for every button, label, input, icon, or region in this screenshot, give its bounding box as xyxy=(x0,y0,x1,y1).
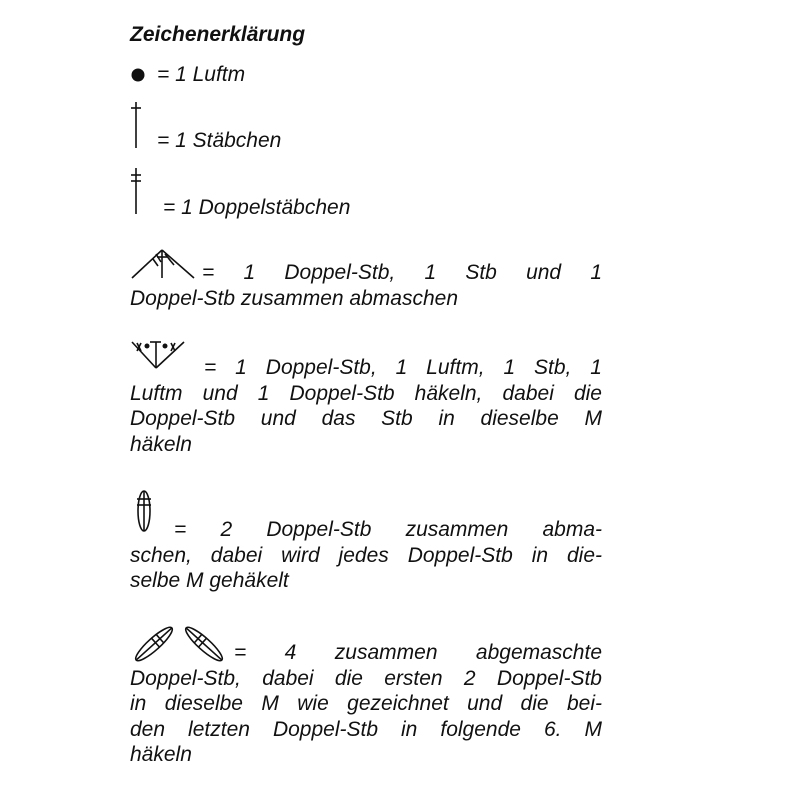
legend-item-6-text xyxy=(130,517,602,594)
text-line: den letzten Doppel-Stb in folgende 6. M xyxy=(130,717,602,741)
dot-icon xyxy=(130,66,148,84)
legend-title: Zeichenerklärung xyxy=(130,23,306,46)
text-line: häkeln xyxy=(130,743,192,766)
legend-item-1-text: = 1 Luftm xyxy=(157,63,246,86)
text-line: schen, dabei wird jedes Doppel-Stb in die- xyxy=(130,543,602,567)
legend-item-5-text xyxy=(130,355,602,457)
text-line: = 1 Doppel-Stb, 1 Luftm, 1 Stb, 1 xyxy=(204,356,602,379)
double-dagger-icon xyxy=(126,166,146,216)
text-line: = 4 zusammen abgemaschte xyxy=(234,641,602,664)
text-line: Doppel-Stb, dabei die ersten 2 Doppel-Stb xyxy=(130,666,602,690)
legend-item-3-text: = 1 Doppelstäbchen xyxy=(163,196,351,219)
text-line: Doppel-Stb und das Stb in dieselbe M xyxy=(130,407,602,430)
legend-item-7-text xyxy=(130,640,602,768)
legend-item-4-text xyxy=(130,260,602,311)
text-line: häkeln xyxy=(130,432,192,456)
text-line: selbe M gehäkelt xyxy=(130,569,289,592)
text-line: in dieselbe M wie gezeichnet und die bei- xyxy=(130,692,602,715)
text-line: = 1 Doppel-Stb, 1 Stb und 1 xyxy=(202,261,602,284)
text-line: Luftm und 1 Doppel-Stb häkeln, dabei die xyxy=(130,381,602,405)
single-dagger-icon xyxy=(126,100,146,150)
text-line: = 2 Doppel-Stb zusammen abma- xyxy=(174,518,602,541)
text-line: Doppel-Stb zusammen abmaschen xyxy=(130,286,459,310)
legend-item-2-text: = 1 Stäbchen xyxy=(157,129,282,152)
